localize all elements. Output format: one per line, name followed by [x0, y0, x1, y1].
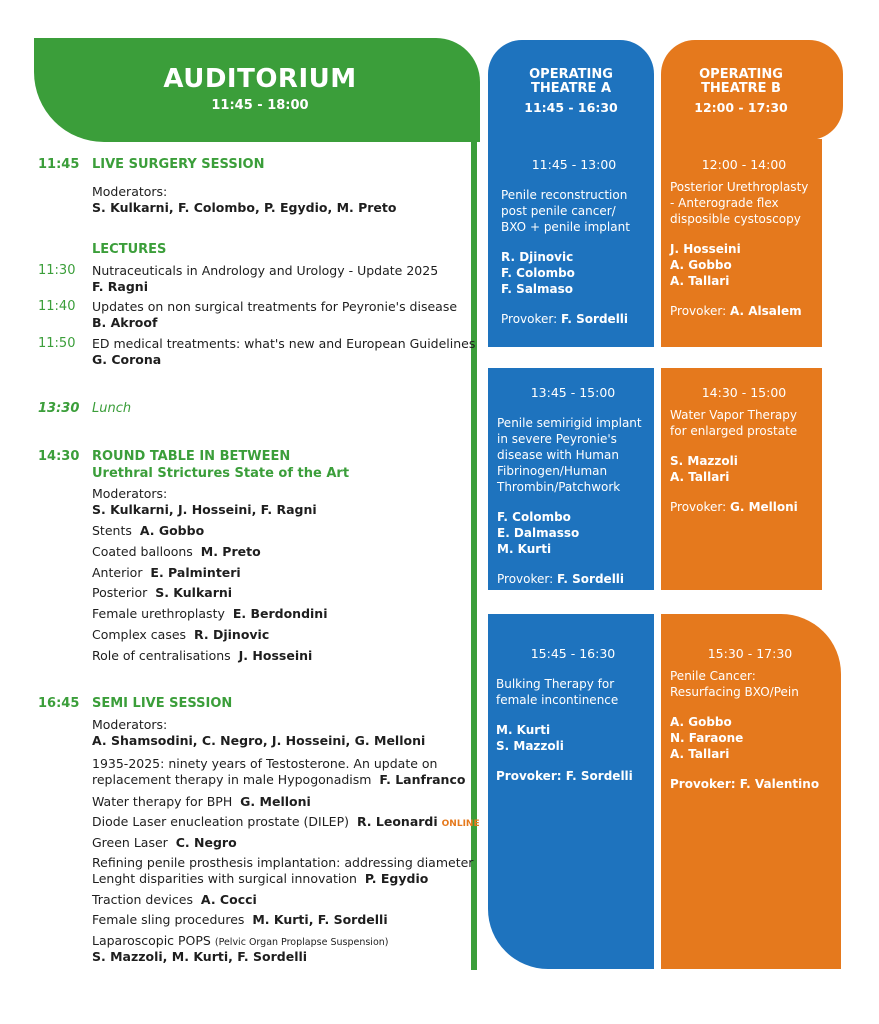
- semi-live-item: [92, 912, 388, 928]
- semi-live-moderators: A. Shamsodini, C. Negro, J. Hosseini, G. Melloni: [92, 733, 426, 748]
- session-time: 13:45 - 15:00: [530, 385, 616, 400]
- provoker-label: Provoker:: [670, 304, 727, 318]
- traction-speaker: A. Cocci: [200, 892, 257, 907]
- session-desc: [670, 179, 818, 227]
- name-line: A. Tallari: [670, 470, 730, 484]
- round-table-time: 14:30: [38, 449, 80, 464]
- round-table-topic: Stents: [92, 523, 132, 538]
- theatre-b-session: [670, 157, 818, 319]
- pops-speaker: S. Mazzoli, M. Kurti, F. Sordelli: [92, 949, 308, 964]
- round-table-item: [92, 544, 261, 560]
- lecture-speaker: B. Akroof: [92, 315, 158, 330]
- round-table-topic: Posterior: [92, 585, 148, 600]
- name-line: F. Salmaso: [501, 282, 574, 296]
- desc-line: post penile cancer/: [501, 204, 616, 218]
- provoker-name: F. Sordelli: [560, 312, 629, 326]
- semi-live-item: [92, 772, 465, 788]
- water-speaker: G. Melloni: [240, 794, 311, 809]
- semi-live-item: [92, 835, 237, 851]
- round-table-speaker: A. Gobbo: [139, 523, 205, 538]
- pops-topic: Laparoscopic POPS: [92, 933, 211, 948]
- desc-line: in severe Peyronie's: [497, 432, 617, 446]
- lunch-label: Lunch: [92, 401, 132, 416]
- lecture-time: 11:40: [38, 299, 76, 314]
- provoker-name: A. Alsalem: [729, 304, 802, 318]
- session-names: [497, 509, 649, 557]
- live-surgery-moderators: S. Kulkarni, F. Colombo, P. Egydio, M. Preto: [92, 200, 397, 215]
- name-line: S. Mazzoli: [496, 739, 564, 753]
- auditorium-title: AUDITORIUM: [163, 64, 357, 94]
- provoker: [497, 571, 649, 587]
- session-time: 15:30 - 17:30: [707, 646, 793, 661]
- round-table-speaker: J. Hosseini: [238, 648, 313, 663]
- session-desc: [670, 668, 830, 700]
- theatre-b-session: [670, 646, 830, 792]
- lecture-topic: Updates on non surgical treatments for Peyronie's disease: [92, 299, 458, 314]
- session-desc: [497, 415, 649, 495]
- round-table-item: [92, 565, 241, 581]
- theatre-b-session: [670, 385, 818, 515]
- round-table-item: [92, 627, 269, 643]
- round-table-topic: Role of centralisations: [92, 648, 231, 663]
- provoker: [670, 303, 818, 319]
- testosterone-speaker: F. Lanfranco: [379, 772, 466, 787]
- session-desc: [670, 407, 818, 439]
- desc-line: female incontinence: [496, 693, 619, 707]
- theatre-a-title-line2: THEATRE A: [530, 81, 612, 96]
- provoker: [670, 776, 830, 792]
- session-time: 12:00 - 14:00: [701, 157, 787, 172]
- theatre-b-title-line1: OPERATING: [699, 67, 783, 82]
- desc-line: BXO + penile implant: [501, 220, 630, 234]
- session-names: [670, 714, 830, 762]
- refining-line1: Refining penile prosthesis implantation: addressing diameter: [92, 855, 474, 870]
- desc-line: Penile reconstruction: [501, 188, 628, 202]
- traction-topic: Traction devices: [92, 892, 193, 907]
- desc-line: for enlarged prostate: [670, 424, 798, 438]
- refining-speaker: P. Egydio: [364, 871, 429, 886]
- theatre-a-time: 11:45 - 16:30: [524, 100, 618, 115]
- provoker: [670, 499, 818, 515]
- lecture-speaker: G. Corona: [92, 352, 162, 367]
- round-table-subtitle: Urethral Strictures State of the Art: [92, 466, 350, 481]
- semi-live-item: [92, 794, 311, 810]
- session-time: 15:45 - 16:30: [530, 646, 616, 661]
- desc-line: Thrombin/Patchwork: [497, 480, 621, 494]
- theatre-a-session: [496, 646, 650, 784]
- desc-line: Penile semirigid implant: [497, 416, 642, 430]
- pops-note: (Pelvic Organ Proplapse Suspension): [214, 937, 389, 948]
- round-table-topic: Coated balloons: [92, 544, 193, 559]
- live-surgery-time: 11:45: [38, 157, 80, 172]
- refining-line2: Lenght disparities with surgical innovation: [92, 871, 357, 886]
- desc-line: Water Vapor Therapy: [670, 408, 797, 422]
- theatre-b-title-line2: THEATRE B: [701, 81, 781, 96]
- lecture-topic: ED medical treatments: what's new and European Guidelines: [92, 336, 476, 351]
- round-table-speaker: E. Berdondini: [232, 606, 328, 621]
- session-time: 11:45 - 13:00: [531, 157, 617, 172]
- provoker-name: F. Sordelli: [556, 572, 625, 586]
- desc-line: - Anterograde flex: [670, 196, 779, 210]
- name-line: A. Gobbo: [670, 715, 732, 729]
- lecture-time: 11:50: [38, 336, 76, 351]
- provoker-name: F. Sordelli: [565, 769, 633, 783]
- green-speaker: C. Negro: [175, 835, 237, 850]
- round-table-item: [92, 585, 232, 601]
- provoker-name: G. Melloni: [729, 500, 798, 514]
- name-line: R. Djinovic: [501, 250, 574, 264]
- desc-line: Fibrinogen/Human: [497, 464, 608, 478]
- name-line: N. Faraone: [670, 731, 744, 745]
- green-topic: Green Laser: [92, 835, 168, 850]
- testosterone-line2: replacement therapy in male Hypogonadism: [92, 772, 372, 787]
- live-surgery-title: LIVE SURGERY SESSION: [92, 157, 265, 172]
- round-table-speaker: R. Djinovic: [194, 627, 270, 642]
- session-desc: [501, 187, 647, 235]
- lectures-title: LECTURES: [92, 242, 167, 257]
- auditorium-time: 11:45 - 18:00: [211, 98, 309, 113]
- name-line: M. Kurti: [497, 542, 552, 556]
- semi-live-item: [92, 892, 257, 908]
- session-desc: [496, 676, 650, 708]
- provoker-name: F. Valentino: [739, 777, 820, 791]
- round-table-title: ROUND TABLE IN BETWEEN: [92, 449, 291, 464]
- name-line: E. Dalmasso: [497, 526, 580, 540]
- provoker-label: Provoker:: [670, 500, 727, 514]
- session-names: [670, 453, 818, 485]
- live-surgery-moderators-label: Moderators:: [92, 184, 168, 199]
- session-names: [501, 249, 647, 297]
- round-table-item: [92, 523, 204, 539]
- name-line: A. Tallari: [670, 274, 730, 288]
- round-table-topic: Anterior: [92, 565, 143, 580]
- provoker: [501, 311, 647, 327]
- desc-line: disposible cystoscopy: [670, 212, 801, 226]
- name-line: S. Mazzoli: [670, 454, 738, 468]
- lecture-speaker: F. Ragni: [92, 279, 148, 294]
- provoker-label: Provoker:: [501, 312, 558, 326]
- semi-live-moderators-label: Moderators:: [92, 717, 168, 732]
- semi-live-time: 16:45: [38, 696, 80, 711]
- semi-live-item: [92, 814, 480, 832]
- round-table-topic: Complex cases: [92, 627, 187, 642]
- name-line: A. Tallari: [670, 747, 730, 761]
- desc-line: Resurfacing BXO/Pein: [670, 685, 799, 699]
- lecture-time: 11:30: [38, 263, 76, 278]
- desc-line: Bulking Therapy for: [496, 677, 615, 691]
- round-table-moderators-label: Moderators:: [92, 486, 168, 501]
- round-table-speaker: E. Palminteri: [150, 565, 241, 580]
- desc-line: disease with Human: [497, 448, 619, 462]
- provoker-label: Provoker:: [497, 572, 554, 586]
- round-table-speaker: M. Preto: [200, 544, 261, 559]
- theatre-a-session: [501, 157, 647, 327]
- theatre-b-time: 12:00 - 17:30: [694, 100, 788, 115]
- water-topic: Water therapy for BPH: [92, 794, 233, 809]
- name-line: A. Gobbo: [670, 258, 732, 272]
- session-names: [496, 722, 650, 754]
- diode-topic: Diode Laser enucleation prostate (DILEP): [92, 814, 349, 829]
- sling-speaker: M. Kurti, F. Sordelli: [252, 912, 388, 927]
- session-time: 14:30 - 15:00: [701, 385, 787, 400]
- auditorium-divider: [471, 138, 477, 970]
- round-table-item: [92, 606, 328, 622]
- name-line: M. Kurti: [496, 723, 551, 737]
- lecture-topic: Nutraceuticals in Andrology and Urology - Update 2025: [92, 263, 439, 278]
- session-names: [670, 241, 818, 289]
- round-table-item: [92, 648, 312, 664]
- round-table-speaker: S. Kulkarni: [155, 585, 233, 600]
- round-table-moderators: S. Kulkarni, J. Hosseini, F. Ragni: [92, 502, 317, 517]
- testosterone-line1: 1935-2025: ninety years of Testosterone. An update on: [92, 756, 438, 771]
- semi-live-item: [92, 871, 428, 887]
- desc-line: Penile Cancer:: [670, 669, 756, 683]
- lunch-time: 13:30: [38, 401, 80, 416]
- online-badge: ONLINE: [441, 819, 480, 829]
- name-line: F. Colombo: [501, 266, 575, 280]
- semi-live-title: SEMI LIVE SESSION: [92, 696, 233, 711]
- provoker-label: Provoker:: [670, 777, 736, 791]
- theatre-a-title-line1: OPERATING: [529, 67, 613, 82]
- name-line: F. Colombo: [497, 510, 571, 524]
- sling-topic: Female sling procedures: [92, 912, 245, 927]
- name-line: J. Hosseini: [670, 242, 741, 256]
- round-table-topic: Female urethroplasty: [92, 606, 225, 621]
- provoker-label: Provoker:: [496, 769, 562, 783]
- desc-line: Posterior Urethroplasty: [670, 180, 809, 194]
- provoker: [496, 768, 650, 784]
- diode-speaker: R. Leonardi: [356, 814, 438, 829]
- theatre-a-session: [497, 385, 649, 587]
